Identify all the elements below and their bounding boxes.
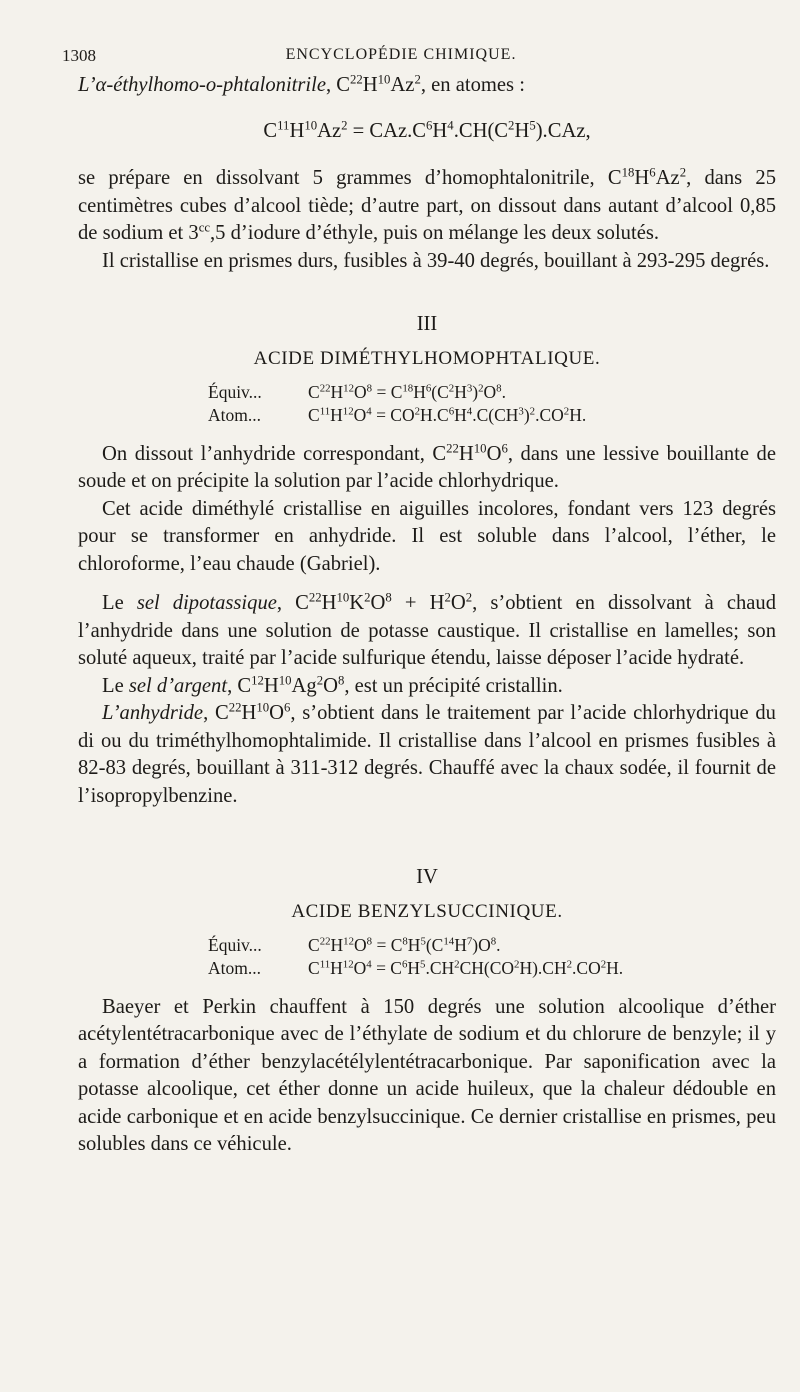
section-number-iv: IV — [416, 866, 438, 888]
paragraph-silver-salt: Le sel d’argent, $C^{12}H^{10}Ag^2O^8$, est un précipité cristallin. — [102, 672, 563, 697]
page-number: 1308 — [62, 46, 96, 65]
paragraph-dissolution: On dissout l’anhydride correspondant, $C^{22}H^{10}O^6$, dans une lessive bouillante de soude et on précipite la solution par l’acide chlorhydrique. — [78, 440, 776, 492]
paragraph-dipotassium-salt: Le sel dipotassique, $C^{22}H^{10}K^2O^8 + H^2O^2$, s’obtient en dissolvant à chaud l’anhydride dans une solution de potasse caustique. Il cristallise en lamelles; son soluté aqueux, traité par l’acide sulfurique étendu, laisse déposer l’acide hydraté. — [78, 590, 776, 669]
atomic-formula: $C^{11}H^{10}Az^2 = CAz.C^6H^4.CH(C^2H^5).CAz$, — [263, 117, 591, 142]
paragraph-crystallisation: Il cristallise en prismes durs, fusibles à 39-40 degrés, bouillant à 293-295 degrés. — [102, 249, 770, 272]
intro-line: L’α-éthylhomo-o-phtalonitrile, $C^{22}H^{10}Az^2$, en atomes : — [78, 72, 525, 96]
atom-line: Atom... $C^{11}H^{12}O^4 = C^6H^5.CH^2CH(CO^2H).CH^2.CO^2H$. — [208, 957, 624, 978]
paragraph-anhydride: L’anhydride, $C^{22}H^{10}O^6$, s’obtient dans le traitement par l’acide chlorhydrique du di ou du triméthylhomophtalimide. Il cristallise dans l’alcool en prismes fusibles à 82-83 degrés, bouillant à 311-312 degrés. Chauffé avec la chaux sodée, il fournit de l’isopropylbenzine. — [78, 700, 776, 807]
section-title-iv: ACIDE BENZYLSUCCINIQUE. — [291, 901, 563, 922]
paragraph-preparation: se prépare en dissolvant 5 grammes d’homophtalonitrile, $C^{18}H^6Az^2$, dans 25 centimètres cubes d’alcool tiède; d’autre part, on dissout dans autant d’alcool 0,85 de sodium et $3^{cc},5$ d’iodure d’éthyle, puis on mélange les deux solutés. — [78, 165, 776, 244]
section-title-iii: ACIDE DIMÉTHYLHOMOPHTALIQUE. — [253, 348, 601, 369]
equiv-line: Équiv... $C^{22}H^{12}O^8 = C^{18}H^6(C^2H^3)^2O^8$. — [208, 381, 506, 402]
compound-name: L’α-éthylhomo-o-phtalonitrile — [78, 74, 326, 96]
formula-block-iii — [208, 381, 776, 427]
paragraph-synthesis: Baeyer et Perkin chauffent à 150 degrés une solution alcoolique d’éther acétylentétracarbonique avec de l’éthylate de sodium et du chlorure de benzyle; il y a formation d’éther benzylacétélylentétracarbonique. Par saponification avec la potasse alcoolique, cet éther donne un acide huileux, que la chaleur dédouble en acide carbonique et en acide benzylsuccinique. Ce dernier cristallise en prismes, peu solubles dans ce véhicule. — [78, 995, 776, 1155]
section-number-iii: III — [416, 313, 438, 335]
atom-line: Atom... $C^{11}H^{12}O^4 = CO^2H.C^6H^4.C(CH^3)^2.CO^2H$. — [208, 404, 587, 425]
running-title: ENCYCLOPÉDIE CHIMIQUE. — [285, 46, 517, 63]
equiv-line: Équiv... $C^{22}H^{12}O^8 = C^8H^5(C^{14}H^7)O^8$. — [208, 934, 501, 955]
paragraph-properties: Cet acide diméthylé cristallise en aiguilles incolores, fondant vers 123 degrés pour se transformer en anhydride. Il est soluble dans l’alcool, l’éther, le chloroforme, l’eau chaude (Gabriel). — [78, 497, 776, 575]
formula-block-iv — [208, 934, 776, 980]
page-body — [78, 72, 776, 1159]
page-header — [62, 46, 740, 70]
